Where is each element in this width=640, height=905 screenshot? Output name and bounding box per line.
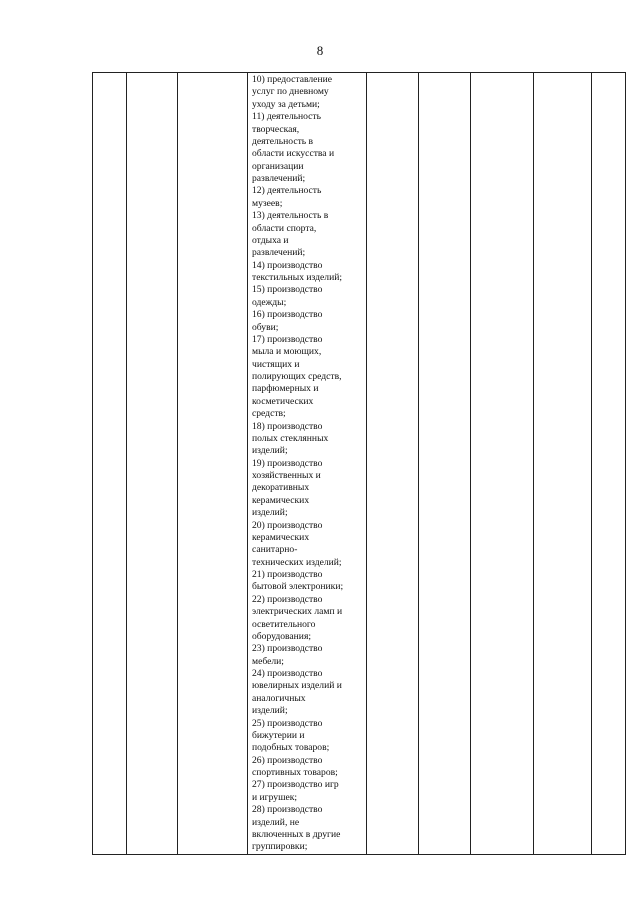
activity-line: 21) производство: [252, 569, 323, 580]
activity-line: 16) производство: [252, 309, 323, 321]
activity-line: развлечений;: [252, 173, 306, 184]
activity-line: области спорта,: [252, 222, 317, 234]
activity-line: изделий;: [252, 705, 288, 717]
activity-types-cell: [248, 73, 367, 855]
activity-line: группировки;: [252, 841, 308, 853]
activity-line: 22) производство: [252, 593, 323, 605]
activity-line: изделий, не: [252, 816, 300, 828]
activity-line: осветительного: [252, 618, 316, 630]
activity-line: бытовой электроники;: [252, 581, 344, 593]
activity-line: 28) производство: [252, 804, 323, 816]
activity-line: керамических: [252, 494, 310, 506]
table-cell-col-6: [419, 73, 471, 855]
activity-line: 11) деятельность: [252, 111, 321, 123]
activity-line: керамических: [252, 531, 310, 543]
activity-line: одежды;: [252, 296, 287, 308]
table-cell-col-8: [534, 73, 592, 855]
table-cell-col-7: [471, 73, 534, 855]
activity-line: 14) производство: [252, 259, 323, 271]
activity-line: оборудования;: [252, 630, 312, 642]
activity-line: косметических: [252, 395, 314, 407]
activity-line: 17) производство: [252, 333, 323, 345]
activity-line: полых стеклянных: [252, 432, 329, 444]
activity-line: обуви;: [252, 321, 279, 333]
activity-line: спортивных товаров;: [252, 767, 338, 778]
activity-line: уходу за детьми;: [252, 98, 320, 110]
activity-line: электрических ламп и: [252, 606, 343, 618]
activity-line: средств;: [252, 408, 286, 420]
activity-line: ювелирных изделий и: [252, 680, 342, 692]
activity-line: 15) производство: [252, 284, 323, 296]
activity-line: текстильных изделий;: [252, 272, 343, 283]
activity-line: парфюмерных и: [252, 383, 319, 395]
activity-line: хозяйственных и: [252, 470, 321, 481]
table-cell-col-1: [93, 73, 127, 855]
activity-line: 12) деятельность: [252, 185, 322, 197]
table-cell-col-3: [178, 73, 248, 855]
activity-line: технических изделий;: [252, 556, 342, 568]
activity-line: 26) производство: [252, 754, 323, 766]
activity-line: развлечений;: [252, 247, 306, 259]
table-row: [93, 73, 626, 855]
activity-line: отдыха и: [252, 234, 289, 246]
activity-line: изделий;: [252, 445, 288, 457]
activity-line: 27) производство игр: [252, 779, 339, 791]
activity-line: мебели;: [252, 655, 284, 667]
table-cell-col-5: [367, 73, 419, 855]
activity-line: творческая,: [252, 123, 300, 135]
table-cell-col-2: [127, 73, 178, 855]
activity-line: бижутерии и: [252, 729, 305, 741]
activity-line: организации: [252, 160, 304, 172]
activity-line: и игрушек;: [252, 791, 298, 803]
activity-line: 20) производство: [252, 519, 323, 531]
activity-line: услуг по дневному: [252, 86, 329, 98]
activity-line: 23) производство: [252, 643, 323, 655]
document-table: [92, 72, 626, 855]
activity-line: изделий;: [252, 507, 288, 519]
activity-line: включенных в другие: [252, 828, 341, 840]
activity-line: аналогичных: [252, 692, 306, 704]
activity-line: области искусства и: [252, 148, 335, 160]
activity-line: подобных товаров;: [252, 742, 330, 754]
activity-line: 25) производство: [252, 717, 323, 729]
activity-line: санитарно-: [252, 544, 298, 556]
activity-line: полирующих средств,: [252, 371, 342, 382]
activity-line: 13) деятельность в: [252, 210, 329, 222]
activity-line: деятельность в: [252, 135, 314, 147]
table-cell-col-9: [592, 73, 626, 855]
page-number: 8: [316, 43, 324, 58]
activity-line: 19) производство: [252, 457, 323, 469]
activity-line: 18) производство: [252, 420, 323, 432]
activity-line: музеев;: [252, 197, 283, 209]
activity-list: [252, 74, 364, 854]
activity-line: 24) производство: [252, 668, 323, 679]
activity-line: чистящих и: [252, 358, 300, 370]
activity-line: декоративных: [252, 482, 310, 494]
activity-line: 10) предоставление: [252, 74, 332, 85]
activity-line: мыла и моющих,: [252, 346, 322, 358]
